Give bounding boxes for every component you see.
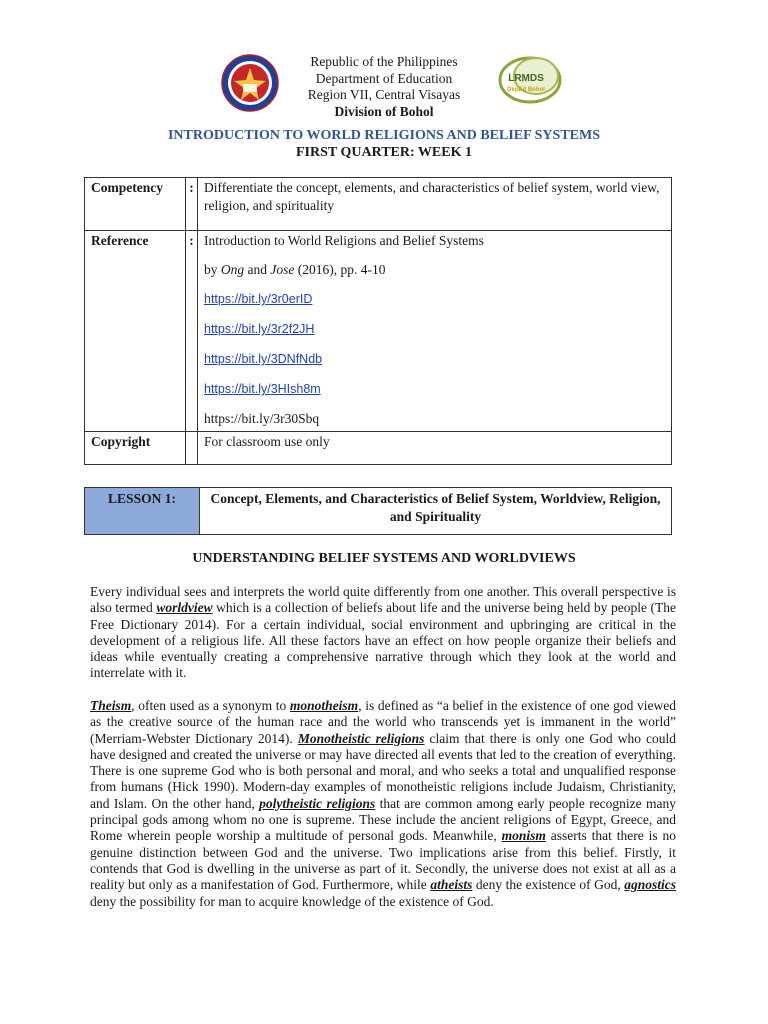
term-atheists: atheists — [430, 877, 473, 893]
reference-link-3[interactable]: https://bit.ly/3DNfNdb — [204, 352, 323, 366]
reference-authors — [204, 261, 665, 279]
lesson-label: LESSON 1: — [85, 488, 200, 535]
reference-by: by — [204, 262, 221, 277]
paragraph-text: asserts that there is no genuine distinction between God and the universe. Two implications arise from this belief. Firstly, it contends that God is dwelling in the universe as part of it. Secondly, the universe does not exist at all as a reality but only as a manifestation of God. Furthermore, while — [90, 828, 676, 893]
lrmds-logo — [496, 54, 564, 106]
reference-row — [85, 231, 672, 432]
reference-link-1[interactable]: https://bit.ly/3r0erID — [204, 292, 313, 306]
paragraph-worldview — [90, 584, 676, 682]
header-region: Region VII, Central Visayas — [307, 87, 461, 102]
colon-empty — [186, 431, 198, 464]
module-info-table — [84, 177, 672, 465]
paragraph-text: deny the possibility for man to acquire knowledge of the existence of God. — [90, 893, 494, 909]
term-monism: monism — [501, 828, 546, 844]
reference-and: and — [244, 262, 271, 277]
copyright-label: Copyright — [85, 431, 186, 464]
lrmds-logo-subtext: DepEd Bohol — [507, 87, 545, 93]
reference-pages: (2016), pp. 4-10 — [294, 262, 386, 277]
paragraph-text: claim that there is only one God who could have designed and created the universe or may have directed all events that led to the creation of everything. There is one supreme God who is both personal and moral, and who seeks a total and unqualified response from humans (Hick 1990). Modern-day examples of monotheistic religions include Judaism, Christianity, and Islam. On the other hand, — [90, 730, 676, 811]
term-polytheistic-religions: polytheistic religions — [259, 795, 376, 811]
term-monotheistic-religions: Monotheistic religions — [297, 730, 425, 746]
reference-title: Introduction to World Religions and Belief Systems — [204, 233, 484, 248]
term-agnostics: agnostics — [624, 877, 677, 893]
reference-link-2[interactable]: https://bit.ly/3r2f2JH — [204, 322, 315, 336]
reference-plain-link: https://bit.ly/3r30Sbq — [204, 411, 320, 426]
term-theism: Theism — [90, 698, 132, 713]
paragraph-theism — [90, 698, 676, 910]
quarter-week: FIRST QUARTER: WEEK 1 — [296, 145, 472, 160]
reference-author-jose: Jose — [270, 262, 295, 277]
lrmds-logo-text: LRMDS — [508, 73, 544, 84]
paragraph-text: that are common among early people recognize many principal gods among whom no one is supreme. These include the ancient religions of Egypt, Greece, and Rome wherein people worship a multitude of personal gods. Meanwhile, — [90, 795, 676, 844]
header-division: Division of Bohol — [334, 103, 434, 119]
paragraph-text: deny the existence of God, — [472, 877, 625, 893]
competency-text: Differentiate the concept, elements, and characteristics of belief system, world view, religion, and spirituality — [198, 178, 672, 231]
course-title: INTRODUCTION TO WORLD RELIGIONS AND BELIEF SYSTEMS — [167, 128, 601, 143]
section-heading: UNDERSTANDING BELIEF SYSTEMS AND WORLDVIEWS — [192, 551, 576, 566]
paragraph-text: which is a collection of beliefs about life and the universe being held by people (The Free Dictionary 2014). For a certain individual, social environment and upbringing are critical in the development of a religious life. All these factors have an effect on how people organize their beliefs and ideas while eventually creating a comprehensive narrative through which they look at the world and interrelate with it. — [90, 600, 676, 681]
copyright-text: For classroom use only — [198, 431, 672, 464]
reference-cell — [198, 231, 672, 432]
competency-label: Competency — [85, 178, 186, 231]
header-department: Department of Education — [315, 70, 453, 86]
header-country: Republic of the Philippines — [310, 54, 458, 69]
term-worldview: worldview — [156, 600, 213, 616]
term-monotheism: monotheism — [289, 698, 359, 713]
colon: : — [186, 231, 198, 432]
copyright-row — [85, 431, 672, 464]
reference-author-ong: Ong — [220, 262, 245, 277]
lesson-title: Concept, Elements, and Characteristics of Belief System, Worldview, Religion, and Spirituality — [200, 488, 672, 535]
reference-link-4[interactable]: https://bit.ly/3HIsh8m — [204, 382, 321, 396]
lesson-table — [84, 487, 672, 535]
document-header — [0, 54, 768, 120]
competency-row — [85, 178, 672, 231]
paragraph-text: , is defined as “a belief in the existence of one god viewed as the creative source of the human race and the world who transcends yet is immanent in the world” (Merriam-Webster Dictionary 2014). — [90, 698, 676, 746]
paragraph-text: Every individual sees and interprets the world quite differently from one another. This overall perspective is also termed — [90, 584, 676, 616]
paragraph-text: , often used as a synonym to — [131, 698, 290, 713]
reference-label: Reference — [85, 231, 186, 432]
colon: : — [186, 178, 198, 231]
